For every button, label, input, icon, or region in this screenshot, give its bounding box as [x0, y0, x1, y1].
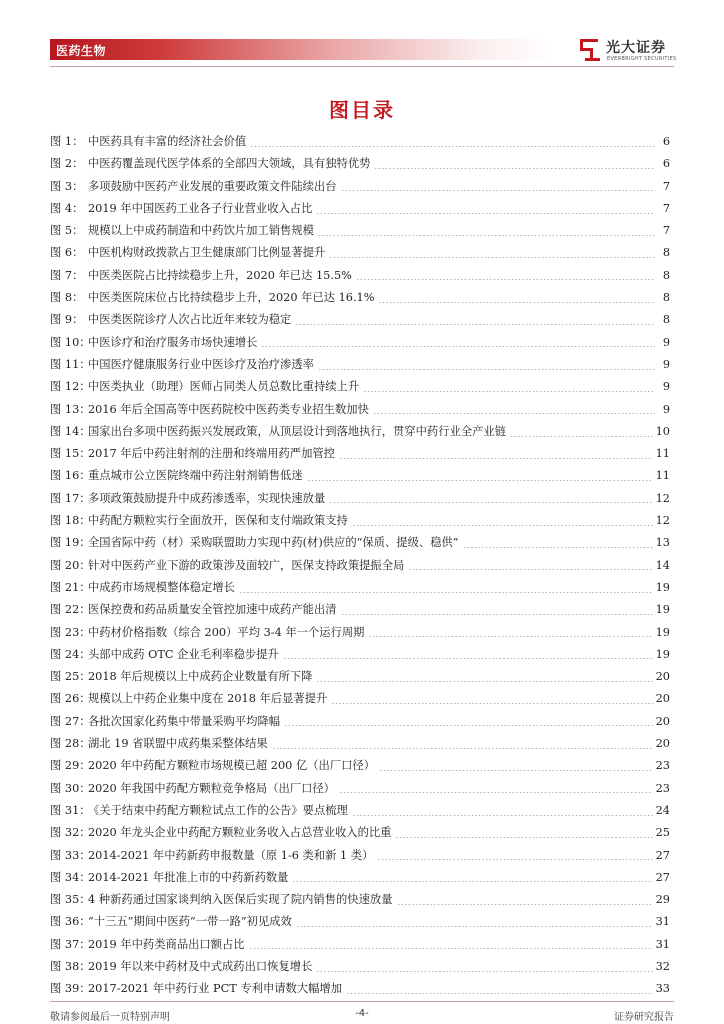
figure-title: 头部中成药 OTC 企业毛利率稳步提升: [88, 647, 279, 661]
brand-logo-icon: [578, 36, 602, 63]
figure-number: 图 25：: [50, 670, 91, 684]
figure-number: 图 34：: [50, 870, 91, 884]
toc-entry[interactable]: [50, 510, 670, 532]
page-number: 19: [655, 603, 670, 617]
figure-title: 2017-2021 年中药行业 PCT 专利申请数大幅增加: [88, 982, 343, 996]
figure-title: 中医诊疗和治疗服务市场快速增长: [88, 335, 258, 349]
dot-leader: [408, 569, 652, 570]
figure-title: 2014-2021 年批准上市的中药新药数量: [88, 870, 289, 884]
figure-title: 各批次国家化药集中带量采购平均降幅: [88, 714, 281, 728]
toc-entry[interactable]: [50, 465, 670, 487]
page-number: 8: [662, 268, 670, 282]
page-number: 11: [655, 469, 670, 483]
toc-entry[interactable]: [50, 332, 670, 354]
brand-name-en: EVERBRIGHT SECURITIES: [607, 56, 677, 62]
footer-report-type: 证券研究报告: [614, 1012, 674, 1023]
page-number: 8: [662, 246, 670, 260]
page-number: 9: [662, 402, 670, 416]
figure-title: 4 种新药通过国家谈判纳入医保后实现了院内销售的快速放量: [88, 893, 393, 907]
page-number: 19: [655, 580, 670, 594]
toc-entry[interactable]: [50, 265, 670, 287]
toc-entry[interactable]: [50, 532, 670, 554]
toc-entry[interactable]: [50, 599, 670, 621]
figure-title: 规模以上中成药制造和中药饮片加工销售规模: [88, 224, 314, 238]
figure-title: 2016 年后全国高等中医药院校中医药类专业招生数加快: [88, 402, 369, 416]
figure-number: 图 16：: [50, 469, 91, 483]
brand-name: 光大证券: [606, 40, 666, 56]
figure-number: 图 14：: [50, 424, 91, 438]
page-number: 20: [655, 714, 670, 728]
toc-entry[interactable]: [50, 822, 670, 844]
page-number: 6: [662, 157, 670, 171]
toc-entry[interactable]: [50, 131, 670, 153]
page-number: 19: [655, 625, 670, 639]
page-number: 13: [655, 536, 670, 550]
page-number: 12: [655, 491, 670, 505]
figure-title: 2020 年我国中药配方颗粒竞争格局（出厂口径）: [88, 781, 335, 795]
figure-title: 中药配方颗粒实行全面放开，医保和支付端政策支持: [88, 514, 348, 528]
page-number: 31: [655, 915, 670, 929]
dot-leader: [295, 324, 655, 325]
figure-title: 《关于结束中药配方颗粒试点工作的公告》要点梳理: [88, 803, 348, 817]
figure-number: 图 37：: [50, 937, 91, 951]
figure-number: 图 22：: [50, 603, 91, 617]
page-number: 7: [662, 179, 670, 193]
figure-number: 图 36：: [50, 915, 91, 929]
toc-entry[interactable]: [50, 978, 670, 1000]
toc-entry[interactable]: [50, 555, 670, 577]
page-number: 27: [655, 870, 670, 884]
figure-number: 图 18：: [50, 514, 91, 528]
figure-title: 湖北 19 省联盟中成药集采整体结果: [88, 737, 268, 751]
figure-number: 图 12：: [50, 380, 91, 394]
page-number: 11: [655, 447, 670, 461]
footer-page-number: -4-: [355, 1008, 369, 1019]
dot-leader: [346, 993, 653, 994]
figure-title: 全国省际中药（材）采购联盟助力实现中药(材)供应的“保质、提级、稳供”: [88, 536, 459, 550]
figure-number: 图 30：: [50, 781, 91, 795]
dot-leader: [368, 636, 652, 637]
footer-divider: [50, 1001, 674, 1002]
dot-leader: [249, 948, 653, 949]
toc-entry[interactable]: [50, 488, 670, 510]
figure-number: 图 3：: [50, 179, 84, 193]
toc-entry[interactable]: [50, 577, 670, 599]
figure-number: 图 7：: [50, 268, 84, 282]
toc-entry[interactable]: [50, 733, 670, 755]
figure-title: 中医类医院床位占比持续稳步上升，2020 年已达 16.1%: [88, 291, 375, 305]
dot-leader: [329, 502, 652, 503]
dot-leader: [318, 235, 655, 236]
dot-leader: [339, 792, 653, 793]
dot-leader: [356, 279, 655, 280]
toc-entry[interactable]: [50, 153, 670, 175]
header-band: [50, 39, 555, 60]
toc-entry[interactable]: [50, 376, 670, 398]
figure-title: 中医类执业（助理）医师占同类人员总数比重持续上升: [88, 380, 360, 394]
figure-number: 图 26：: [50, 692, 91, 706]
toc-entry[interactable]: [50, 242, 670, 264]
figure-number: 图 13：: [50, 402, 91, 416]
dot-leader: [379, 770, 653, 771]
page-number: 33: [655, 982, 670, 996]
dot-leader: [272, 748, 653, 749]
figure-number: 图 11：: [50, 357, 91, 371]
toc-entry[interactable]: [50, 287, 670, 309]
page-number: 24: [655, 803, 670, 817]
toc-entry[interactable]: [50, 688, 670, 710]
page-number: 6: [662, 135, 670, 148]
dot-leader: [239, 592, 653, 593]
figure-number: 图 19：: [50, 536, 91, 550]
figure-title: 中医药覆盖现代医学体系的全部四大领域，具有独特优势: [88, 157, 371, 171]
figure-number: 图 28：: [50, 737, 91, 751]
figure-title: 中医类医院占比持续稳步上升，2020 年已达 15.5%: [88, 268, 352, 282]
figure-title: 规模以上中药企业集中度在 2018 年后显著提升: [88, 692, 328, 706]
figure-title: 多项鼓励中医药产业发展的重要政策文件陆续出台: [88, 179, 337, 193]
page-number: 20: [655, 670, 670, 684]
figure-number: 图 32：: [50, 826, 91, 840]
page-number: 7: [662, 224, 670, 238]
page-number: 23: [655, 759, 670, 773]
figure-number: 图 9：: [50, 313, 84, 327]
toc-entry[interactable]: [50, 220, 670, 242]
figure-title: 2020 年龙头企业中药配方颗粒业务收入占总营业收入的比重: [88, 826, 392, 840]
dot-leader: [283, 658, 653, 659]
figure-title: 2018 年后规模以上中成药企业数量有所下降: [88, 670, 313, 684]
dot-leader: [318, 369, 655, 370]
dot-leader: [316, 213, 655, 214]
toc-entry[interactable]: [50, 309, 670, 331]
dot-leader: [316, 681, 652, 682]
figure-number: 图 21：: [50, 580, 91, 594]
page-number: 8: [662, 313, 670, 327]
dot-leader: [352, 525, 653, 526]
figure-title: 中医类医院诊疗人次占比近年来较为稳定: [88, 313, 292, 327]
figure-number: 图 38：: [50, 959, 91, 973]
figure-number: 图 10：: [50, 335, 91, 349]
toc-entry[interactable]: [50, 867, 670, 889]
figure-title: 中医机构财政拨款占卫生健康部门比例显著提升: [88, 246, 326, 260]
figure-title: 2020 年中药配方颗粒市场规模已超 200 亿（出厂口径）: [88, 759, 376, 773]
figure-title: 中国医疗健康服务行业中医诊疗及治疗渗透率: [88, 357, 314, 371]
page-number: 8: [662, 291, 670, 305]
figure-title: 中医药具有丰富的经济社会价值: [88, 135, 247, 148]
figure-title: 重点城市公立医院终端中药注射剂销售低迷: [88, 469, 303, 483]
toc-entry[interactable]: [50, 198, 670, 220]
dot-leader: [397, 904, 653, 905]
toc-entry[interactable]: [50, 956, 670, 978]
page-number: 10: [655, 424, 670, 438]
figure-number: 图 15：: [50, 447, 91, 461]
figure-title: 医保控费和药品质量安全管控加速中成药产能出清: [88, 603, 337, 617]
figure-title: 2019 年以来中药材及中式成药出口恢复增长: [88, 959, 313, 973]
toc-entry[interactable]: [50, 644, 670, 666]
figure-title: 针对中医药产业下游的政策涉及面较广，医保支持政策提振全局: [88, 558, 405, 572]
figure-number: 图 39：: [50, 982, 91, 996]
section-label: 医药生物: [56, 44, 107, 58]
dot-leader: [316, 971, 652, 972]
figure-title: “十三五”期间中医药“一带一路”初见成效: [88, 915, 292, 929]
dot-leader: [395, 837, 652, 838]
figure-number: 图 27：: [50, 714, 91, 728]
figure-title: 2014-2021 年中药新药申报数量（原 1-6 类和新 1 类）: [88, 848, 374, 862]
dot-leader: [307, 480, 653, 481]
page-number: 14: [655, 558, 670, 572]
figure-number: 图 24：: [50, 647, 91, 661]
figure-number: 图 6：: [50, 246, 84, 260]
figure-number: 图 1：: [50, 135, 84, 148]
page-number: 31: [655, 937, 670, 951]
toc-entry[interactable]: [50, 176, 670, 198]
figure-list: [50, 131, 670, 1001]
page-number: 23: [655, 781, 670, 795]
dot-leader: [261, 346, 655, 347]
header-divider: [50, 66, 674, 67]
toc-entry[interactable]: [50, 755, 670, 777]
page-number: 25: [655, 826, 670, 840]
page-number: 9: [662, 335, 670, 349]
dot-leader: [510, 436, 653, 437]
dot-leader: [339, 458, 653, 459]
page-number: 20: [655, 692, 670, 706]
figure-number: 图 2：: [50, 157, 84, 171]
dot-leader: [329, 257, 655, 258]
toc-entry[interactable]: [50, 711, 670, 733]
figure-number: 图 35：: [50, 893, 91, 907]
toc-entry[interactable]: [50, 911, 670, 933]
page-number: 27: [655, 848, 670, 862]
dot-leader: [284, 725, 653, 726]
toc-entry[interactable]: [50, 354, 670, 376]
dot-leader: [373, 413, 655, 414]
dot-leader: [374, 168, 655, 169]
figure-number: 图 31：: [50, 803, 91, 817]
brand-logo: [578, 36, 688, 66]
footer-disclaimer: 敬请参阅最后一页特别声明: [50, 1012, 170, 1023]
page-number: 19: [655, 647, 670, 661]
page-number: 9: [662, 380, 670, 394]
figure-number: 图 17：: [50, 491, 91, 505]
page-number: 7: [662, 201, 670, 215]
toc-entry[interactable]: [50, 443, 670, 465]
figure-number: 图 29：: [50, 759, 91, 773]
figure-number: 图 23：: [50, 625, 91, 639]
page-number: 29: [655, 893, 670, 907]
toc-entry[interactable]: [50, 845, 670, 867]
page-title: 图目录: [329, 98, 395, 122]
figure-number: 图 8：: [50, 291, 84, 305]
dot-leader: [292, 881, 652, 882]
dot-leader: [378, 302, 655, 303]
figure-title: 中药材价格指数（综合 200）平均 3-4 年一个运行周期: [88, 625, 365, 639]
figure-title: 2019 年中药类商品出口额占比: [88, 937, 245, 951]
figure-number: 图 33：: [50, 848, 91, 862]
figure-number: 图 20：: [50, 558, 91, 572]
dot-leader: [250, 146, 655, 147]
toc-entry[interactable]: [50, 800, 670, 822]
figure-number: 图 5：: [50, 224, 84, 238]
figure-title: 多项政策鼓励提升中成药渗透率，实现快速放量: [88, 491, 326, 505]
toc-entry[interactable]: [50, 889, 670, 911]
dot-leader: [341, 190, 655, 191]
figure-title: 国家出台多项中医药振兴发展政策，从顶层设计到落地执行，贯穿中药行业全产业链: [88, 424, 506, 438]
dot-leader: [341, 614, 653, 615]
page-number: 12: [655, 514, 670, 528]
dot-leader: [352, 815, 653, 816]
toc-entry[interactable]: [50, 934, 670, 956]
toc-entry[interactable]: [50, 622, 670, 644]
figure-title: 2019 年中国医药工业各子行业营业收入占比: [88, 201, 313, 215]
page-number: 9: [662, 357, 670, 371]
toc-entry[interactable]: [50, 399, 670, 421]
toc-entry[interactable]: [50, 421, 670, 443]
dot-leader: [463, 547, 653, 548]
figure-number: 图 4：: [50, 201, 84, 215]
dot-leader: [331, 703, 652, 704]
dot-leader: [363, 391, 655, 392]
figure-title: 中成药市场规模整体稳定增长: [88, 580, 235, 594]
figure-title: 2017 年后中药注射剂的注册和终端用药严加管控: [88, 447, 335, 461]
page-number: 32: [655, 959, 670, 973]
toc-entry[interactable]: [50, 778, 670, 800]
page-number: 20: [655, 737, 670, 751]
dot-leader: [296, 926, 653, 927]
toc-entry[interactable]: [50, 666, 670, 688]
dot-leader: [377, 859, 652, 860]
